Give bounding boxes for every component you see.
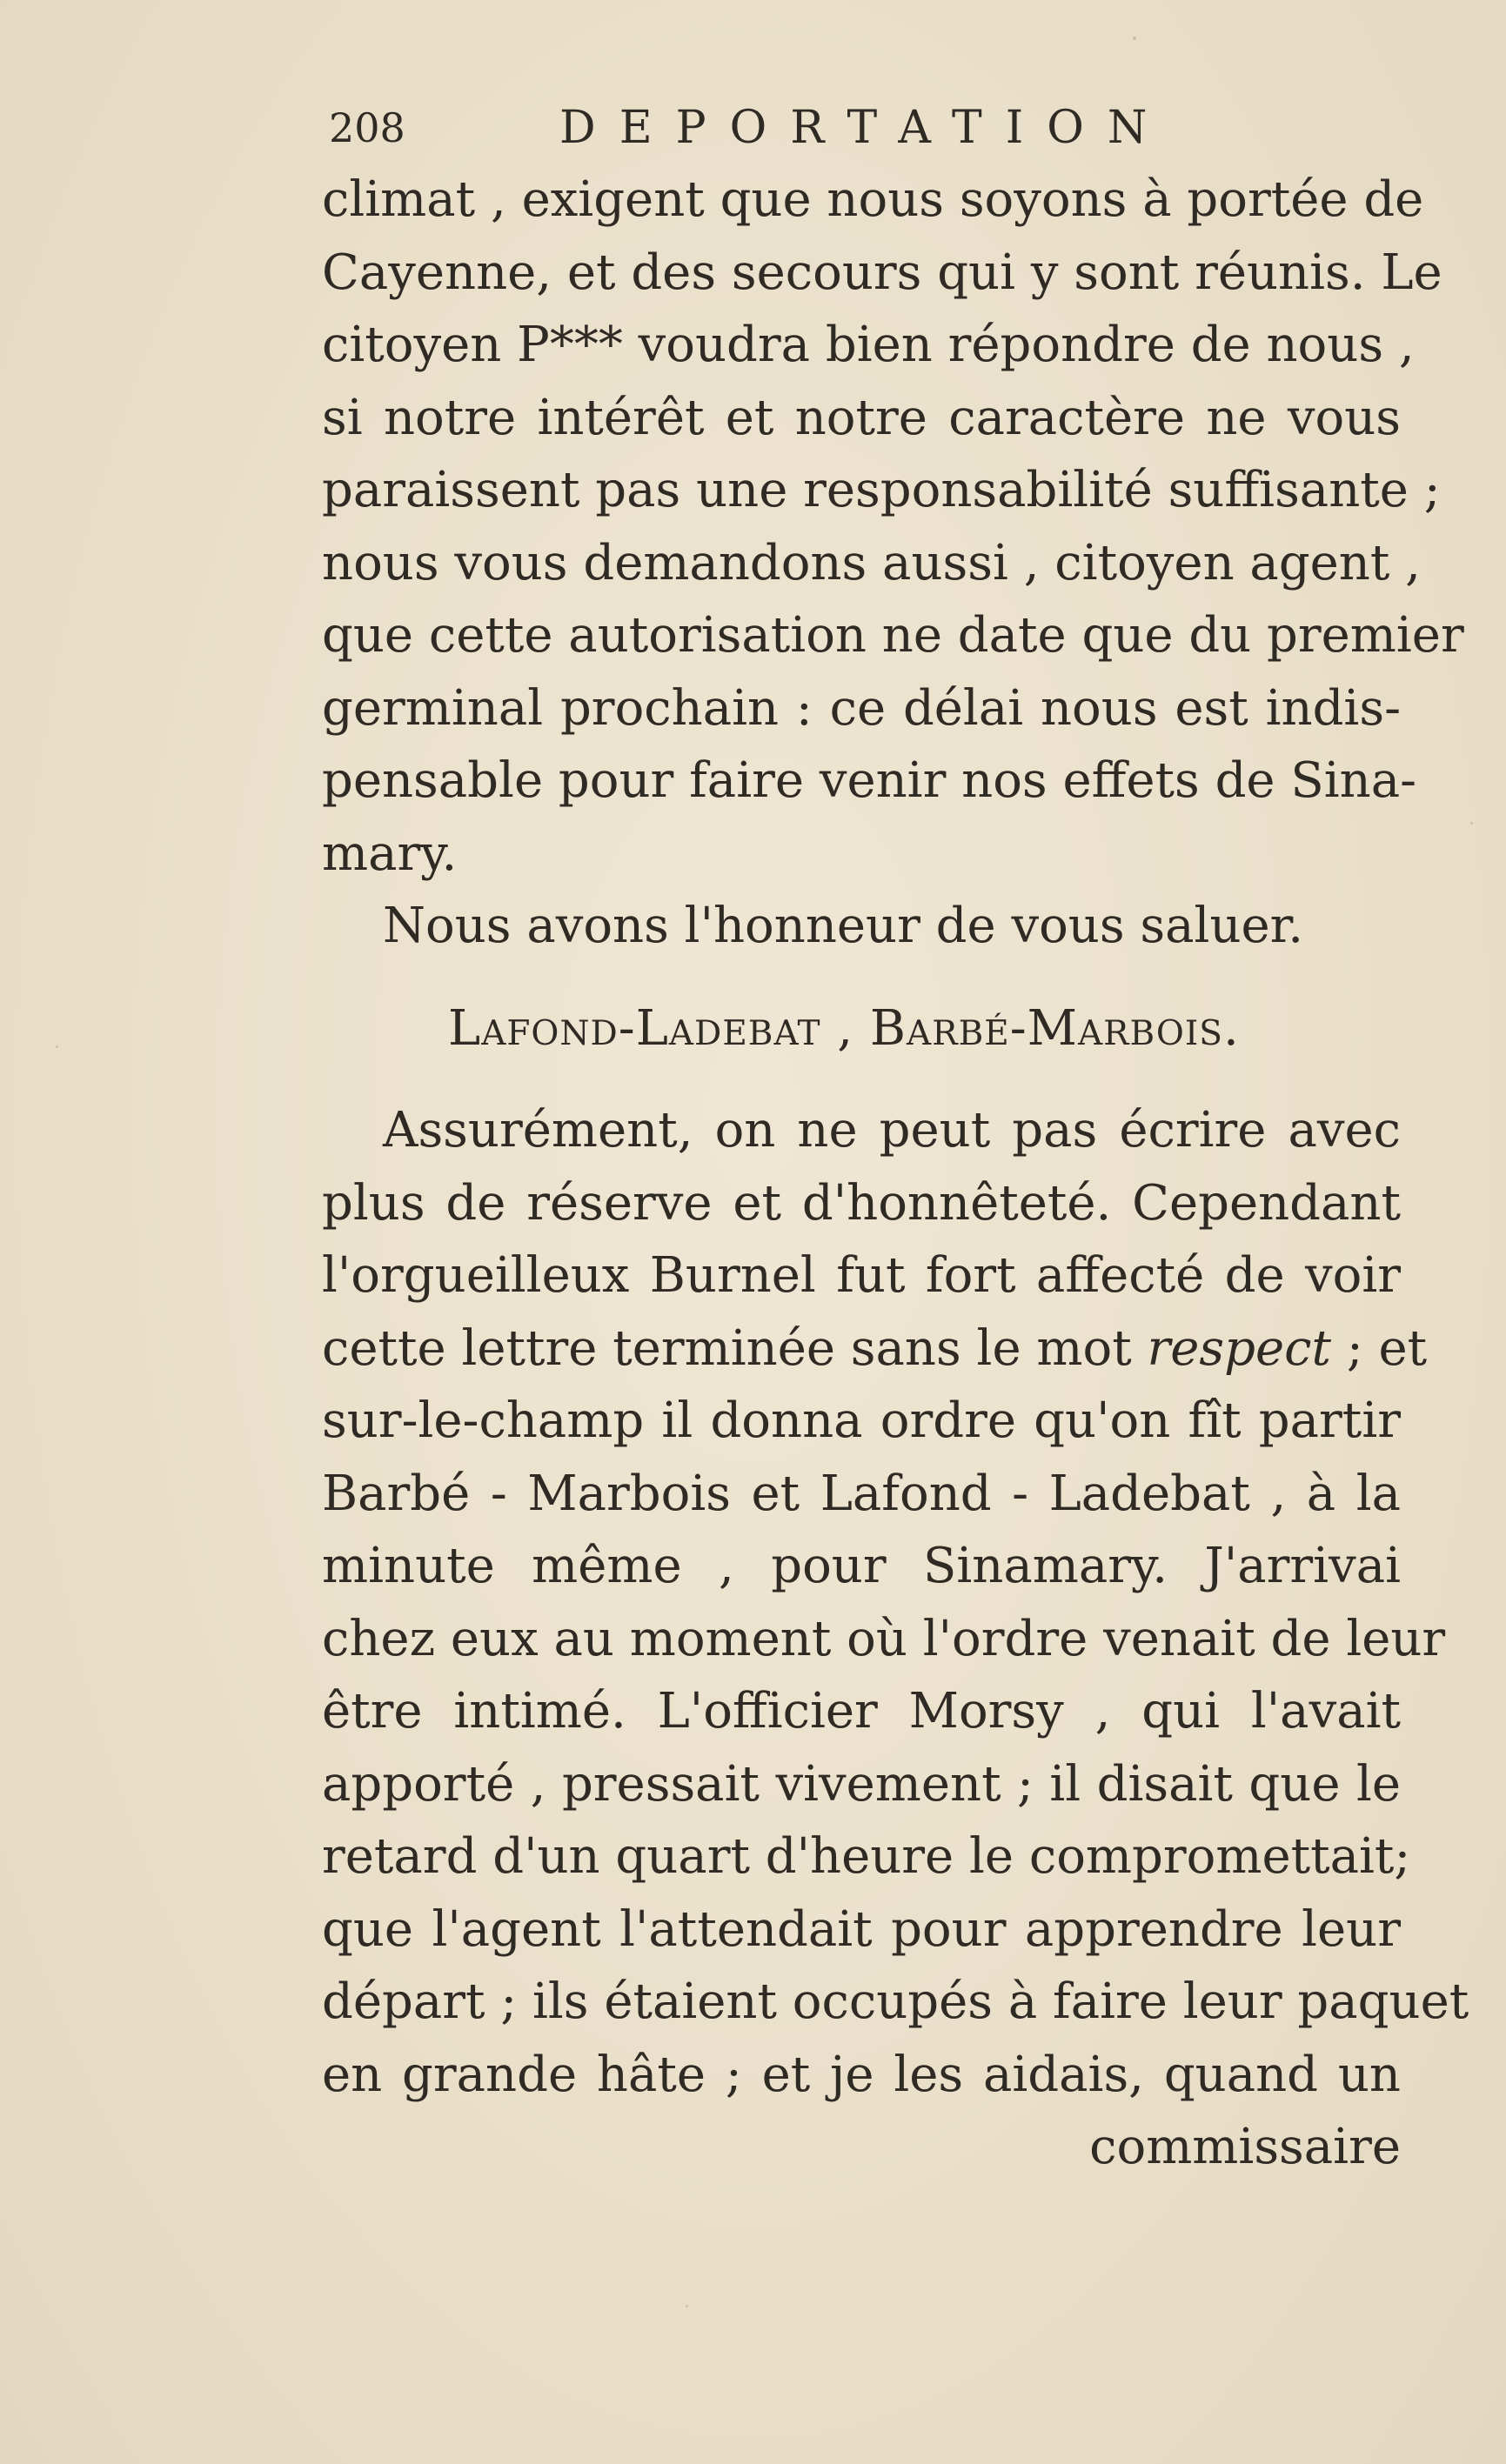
paper-speck	[56, 1045, 58, 1048]
emphasized-word: respect	[1147, 1319, 1332, 1377]
text-line: si notre intérêt et notre caractère ne vous	[322, 389, 1401, 446]
text-line: Assurément, on ne peut pas écrire avec	[383, 1102, 1401, 1159]
text-line: retard d'un quart d'heure le compromettait;	[322, 1828, 1411, 1885]
page-header	[329, 97, 1171, 158]
text-line: nous vous demandons aussi , citoyen agent ,	[322, 534, 1421, 591]
body-text	[322, 164, 1469, 2184]
text-segment: ; et	[1331, 1319, 1428, 1377]
catchword: commissaire	[1089, 2119, 1401, 2175]
text-line: chez eux au moment où l'ordre venait de leur	[322, 1610, 1446, 1667]
closing-salutation: Nous avons l'honneur de vous saluer.	[383, 898, 1304, 954]
text-line: mary.	[322, 825, 458, 882]
paper-speck	[686, 2305, 688, 2307]
text-line: sur-le-champ il donna ordre qu'on fît partir	[322, 1392, 1401, 1449]
text-line: citoyen P*** voudra bien répondre de nous ,	[322, 317, 1415, 373]
text-line: climat , exigent que nous soyons à portée de	[322, 171, 1424, 228]
text-line: Cayenne, et des secours qui y sont réunis. Le	[322, 244, 1442, 301]
text-line: Barbé - Marbois et Lafond - Ladebat , à la	[322, 1465, 1401, 1522]
text-segment: cette lettre terminée sans le mot	[322, 1319, 1132, 1377]
text-line: paraissent pas une responsabilité suffisante ;	[322, 462, 1441, 518]
paper-speck	[1133, 37, 1136, 40]
text-line: que l'agent l'attendait pour apprendre leur	[322, 1900, 1401, 1958]
running-title: DEPORTATION	[559, 102, 1171, 154]
text-line: que cette autorisation ne date que du premier	[322, 607, 1464, 664]
signature-line: Lafond-Ladebat , Barbé-Marbois.	[448, 999, 1240, 1057]
text-line: pensable pour faire venir nos effets de Sina-	[322, 752, 1417, 809]
spacer	[322, 1065, 1401, 1094]
text-line: germinal prochain : ce délai nous est indis-	[322, 679, 1401, 737]
text-line: apporté , pressait vivement ; il disait que le	[322, 1755, 1401, 1813]
text-line: être intimé. L'officier Morsy , qui l'avait	[322, 1683, 1401, 1739]
text-line: minute même , pour Sinamary. J'arrivai	[322, 1538, 1401, 1594]
text-line: plus de réserve et d'honnêteté. Cependant	[322, 1174, 1401, 1232]
text-line: départ ; ils étaient occupés à faire leur paquet	[322, 1973, 1469, 2030]
text-line-with-emphasis	[322, 1312, 1428, 1386]
paper-speck	[1470, 822, 1473, 825]
page-number: 208	[329, 104, 405, 151]
spacer	[322, 963, 1401, 992]
text-line: en grande hâte ; et je les aidais, quand un	[322, 2046, 1401, 2103]
text-line: l'orgueilleux Burnel fut fort affecté de voir	[322, 1247, 1401, 1304]
